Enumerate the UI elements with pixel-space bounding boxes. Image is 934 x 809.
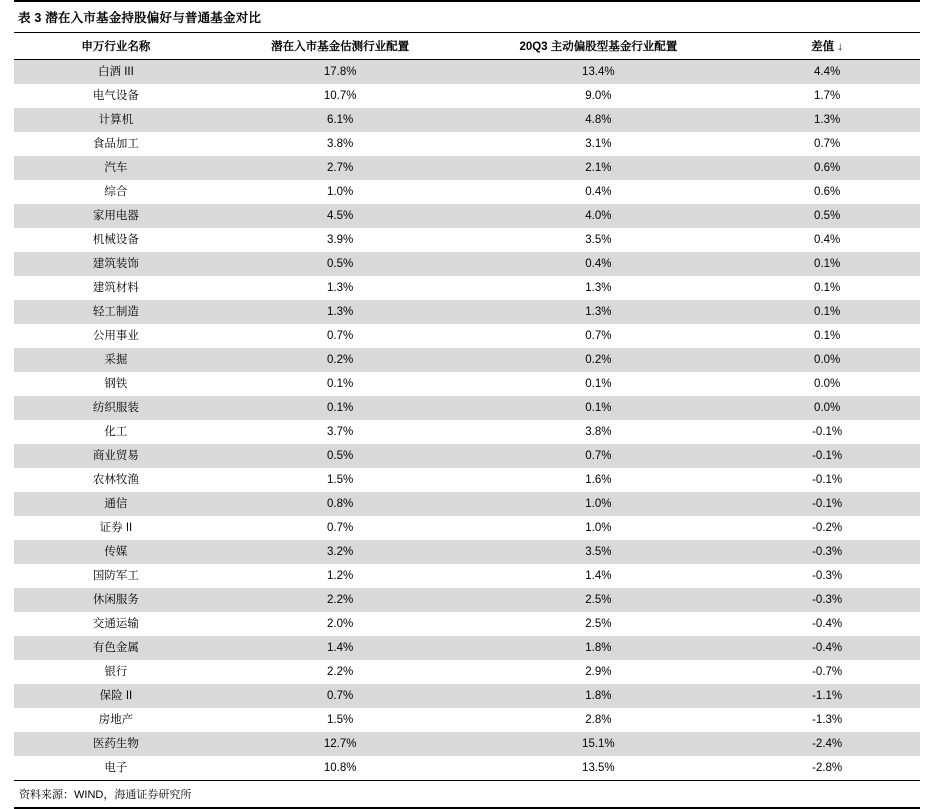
cell-difference: -0.1% [734,444,920,468]
cell-difference: 0.0% [734,396,920,420]
cell-potential-allocation: 0.7% [218,324,463,348]
cell-potential-allocation: 10.7% [218,84,463,108]
cell-difference: 4.4% [734,60,920,85]
table-row [14,180,920,204]
cell-industry: 医药生物 [14,732,218,756]
cell-20q3-allocation: 0.7% [462,444,734,468]
cell-20q3-allocation: 0.4% [462,180,734,204]
cell-20q3-allocation: 1.3% [462,276,734,300]
cell-potential-allocation: 12.7% [218,732,463,756]
cell-20q3-allocation: 1.4% [462,564,734,588]
cell-industry: 通信 [14,492,218,516]
cell-industry: 电气设备 [14,84,218,108]
cell-potential-allocation: 17.8% [218,60,463,85]
cell-potential-allocation: 6.1% [218,108,463,132]
cell-20q3-allocation: 3.1% [462,132,734,156]
cell-industry: 商业贸易 [14,444,218,468]
cell-industry: 综合 [14,180,218,204]
cell-20q3-allocation: 1.8% [462,684,734,708]
cell-difference: 0.1% [734,252,920,276]
cell-potential-allocation: 1.5% [218,468,463,492]
cell-20q3-allocation: 3.5% [462,228,734,252]
table-container [14,0,920,809]
table-row [14,444,920,468]
cell-potential-allocation: 1.4% [218,636,463,660]
cell-20q3-allocation: 4.8% [462,108,734,132]
cell-difference: 1.7% [734,84,920,108]
cell-difference: 0.1% [734,276,920,300]
table-row [14,708,920,732]
table-row [14,396,920,420]
cell-industry: 房地产 [14,708,218,732]
table-row [14,612,920,636]
cell-20q3-allocation: 2.5% [462,588,734,612]
cell-potential-allocation: 0.1% [218,396,463,420]
cell-potential-allocation: 0.2% [218,348,463,372]
cell-20q3-allocation: 1.6% [462,468,734,492]
cell-industry: 电子 [14,756,218,780]
table-row [14,276,920,300]
cell-20q3-allocation: 13.5% [462,756,734,780]
cell-potential-allocation: 1.3% [218,276,463,300]
table-row [14,252,920,276]
table-row [14,468,920,492]
cell-industry: 汽车 [14,156,218,180]
cell-industry: 国防军工 [14,564,218,588]
cell-20q3-allocation: 0.7% [462,324,734,348]
cell-20q3-allocation: 1.8% [462,636,734,660]
table-caption: 表 3 潜在入市基金持股偏好与普通基金对比 [14,0,920,33]
cell-20q3-allocation: 4.0% [462,204,734,228]
cell-potential-allocation: 3.8% [218,132,463,156]
cell-potential-allocation: 3.2% [218,540,463,564]
cell-potential-allocation: 3.9% [218,228,463,252]
cell-difference: 0.5% [734,204,920,228]
column-header-difference: 差值 ↓ [734,33,920,60]
cell-potential-allocation: 2.0% [218,612,463,636]
cell-difference: 0.6% [734,180,920,204]
cell-industry: 化工 [14,420,218,444]
cell-20q3-allocation: 3.5% [462,540,734,564]
table-row [14,732,920,756]
cell-industry: 采掘 [14,348,218,372]
cell-potential-allocation: 0.1% [218,372,463,396]
cell-20q3-allocation: 0.1% [462,372,734,396]
cell-industry: 家用电器 [14,204,218,228]
table-row [14,228,920,252]
table-row [14,660,920,684]
cell-industry: 公用事业 [14,324,218,348]
cell-difference: -1.3% [734,708,920,732]
cell-difference: 0.4% [734,228,920,252]
table-row [14,156,920,180]
table-header [14,33,920,60]
cell-difference: 0.0% [734,372,920,396]
cell-difference: 0.7% [734,132,920,156]
cell-potential-allocation: 1.0% [218,180,463,204]
cell-20q3-allocation: 3.8% [462,420,734,444]
cell-industry: 传媒 [14,540,218,564]
table-row [14,420,920,444]
cell-difference: -1.1% [734,684,920,708]
cell-potential-allocation: 3.7% [218,420,463,444]
cell-industry: 机械设备 [14,228,218,252]
cell-difference: -0.1% [734,468,920,492]
cell-difference: 0.0% [734,348,920,372]
cell-potential-allocation: 2.2% [218,588,463,612]
cell-20q3-allocation: 1.3% [462,300,734,324]
column-header-20q3-allocation: 20Q3 主动偏股型基金行业配置 [462,33,734,60]
table-row [14,540,920,564]
cell-potential-allocation: 4.5% [218,204,463,228]
cell-difference: 0.6% [734,156,920,180]
table-row [14,492,920,516]
cell-difference: -0.3% [734,540,920,564]
cell-difference: -0.4% [734,612,920,636]
cell-industry: 钢铁 [14,372,218,396]
cell-industry: 休闲服务 [14,588,218,612]
table-row [14,84,920,108]
cell-potential-allocation: 10.8% [218,756,463,780]
cell-20q3-allocation: 0.4% [462,252,734,276]
cell-20q3-allocation: 2.9% [462,660,734,684]
table-row [14,108,920,132]
cell-industry: 食品加工 [14,132,218,156]
cell-20q3-allocation: 15.1% [462,732,734,756]
table-row [14,516,920,540]
cell-difference: -0.1% [734,492,920,516]
cell-industry: 建筑装饰 [14,252,218,276]
cell-potential-allocation: 0.7% [218,516,463,540]
cell-difference: -2.8% [734,756,920,780]
cell-potential-allocation: 1.5% [218,708,463,732]
table-row [14,636,920,660]
table-row [14,564,920,588]
table-row [14,132,920,156]
cell-20q3-allocation: 1.0% [462,516,734,540]
cell-industry: 有色金属 [14,636,218,660]
table-row [14,684,920,708]
source-note [14,780,920,809]
table-row [14,204,920,228]
cell-20q3-allocation: 9.0% [462,84,734,108]
cell-difference: -0.1% [734,420,920,444]
cell-potential-allocation: 0.8% [218,492,463,516]
table-row [14,588,920,612]
cell-20q3-allocation: 1.0% [462,492,734,516]
cell-potential-allocation: 1.2% [218,564,463,588]
cell-20q3-allocation: 2.8% [462,708,734,732]
cell-potential-allocation: 0.5% [218,252,463,276]
cell-industry: 银行 [14,660,218,684]
cell-industry: 纺织服装 [14,396,218,420]
cell-industry: 计算机 [14,108,218,132]
table-row [14,348,920,372]
cell-20q3-allocation: 0.1% [462,396,734,420]
cell-potential-allocation: 2.7% [218,156,463,180]
table-row [14,756,920,780]
table-body [14,60,920,781]
cell-industry: 建筑材料 [14,276,218,300]
column-header-potential-allocation: 潜在入市基金估测行业配置 [218,33,463,60]
table-row [14,324,920,348]
cell-potential-allocation: 2.2% [218,660,463,684]
cell-difference: -0.3% [734,564,920,588]
cell-difference: -0.7% [734,660,920,684]
cell-20q3-allocation: 2.5% [462,612,734,636]
table-row [14,372,920,396]
source-text: 资料来源：WIND，海通证券研究所 [19,789,192,801]
comparison-table [14,33,920,780]
cell-20q3-allocation: 0.2% [462,348,734,372]
cell-difference: 1.3% [734,108,920,132]
table-row [14,60,920,85]
cell-industry: 农林牧渔 [14,468,218,492]
column-header-industry: 申万行业名称 [14,33,218,60]
cell-20q3-allocation: 13.4% [462,60,734,85]
cell-industry: 交通运输 [14,612,218,636]
cell-difference: 0.1% [734,300,920,324]
cell-20q3-allocation: 2.1% [462,156,734,180]
table-row [14,300,920,324]
cell-potential-allocation: 1.3% [218,300,463,324]
cell-potential-allocation: 0.7% [218,684,463,708]
cell-industry: 轻工制造 [14,300,218,324]
cell-difference: -2.4% [734,732,920,756]
cell-potential-allocation: 0.5% [218,444,463,468]
cell-industry: 白酒 III [14,60,218,85]
cell-difference: -0.3% [734,588,920,612]
cell-industry: 保险 II [14,684,218,708]
cell-difference: -0.4% [734,636,920,660]
cell-difference: -0.2% [734,516,920,540]
cell-industry: 证券 II [14,516,218,540]
cell-difference: 0.1% [734,324,920,348]
header-row [14,33,920,60]
